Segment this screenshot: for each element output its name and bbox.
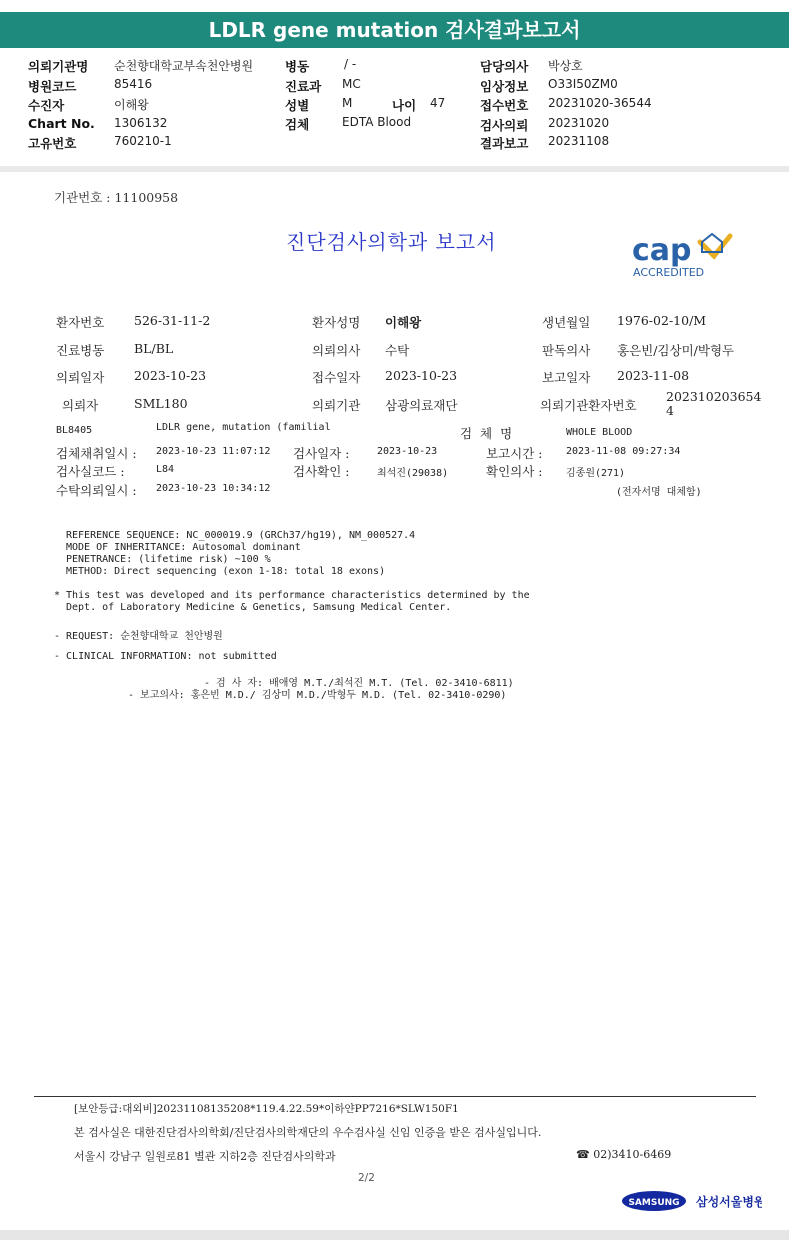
value-req-time: 2023-10-23 10:34:12 (156, 483, 271, 494)
value-collect: 2023-10-23 11:07:12 (156, 446, 271, 457)
svg-text:SAMSUNG: SAMSUNG (628, 1198, 680, 1208)
body-line-inheritance: MODE OF INHERITANCE: Autosomal dominant (66, 542, 301, 553)
label-req-inst-patient: 의뢰기관환자번호 (540, 398, 637, 413)
label-ward: 병동 (285, 59, 310, 74)
body-line-reference: REFERENCE SEQUENCE: NC_000019.9 (GRCh37/hg19), NM_000527.4 (66, 530, 416, 541)
svg-text:ACCREDITED: ACCREDITED (633, 266, 705, 279)
label-req-doctor: 의뢰의사 (312, 343, 361, 358)
label-reading-doctor: 판독의사 (542, 343, 591, 358)
value-patient-name: 이해왕 (385, 315, 422, 330)
value-birth: 1976-02-10/M (617, 313, 707, 328)
value-req-date: 2023-10-23 (134, 368, 207, 383)
note-line-2: Dept. of Laboratory Medicine & Genetics, Samsung Medical Center. (66, 602, 452, 613)
value-clinical-info: O33I50ZM0 (548, 77, 618, 91)
value-chart-no: 1306132 (114, 116, 168, 130)
value-institution: 순천향대학교부속천안병원 (114, 59, 254, 73)
report-title: 진단검사의학과 보고서 (286, 230, 497, 254)
value-report-date: 2023-11-08 (617, 368, 690, 383)
label-receipt-no: 접수번호 (480, 98, 529, 113)
label-clinical-info: 임상정보 (480, 79, 529, 94)
value-request-date: 20231020 (548, 116, 610, 130)
test-name: LDLR gene, mutation (familial (156, 422, 331, 433)
value-patient: 이해왕 (114, 98, 149, 112)
value-specimen-name: WHOLE BLOOD (566, 427, 633, 438)
value-req-doctor: 수탁 (385, 343, 410, 358)
institution-number: 기관번호 : 11100958 (54, 190, 179, 205)
value-report-time: 2023-11-08 09:27:34 (566, 446, 681, 457)
samsung-hospital-logo (622, 1188, 762, 1214)
value-specimen: EDTA Blood (342, 115, 412, 129)
label-patient-name: 환자성명 (312, 315, 361, 330)
label-specimen-name: 검 체 명 (460, 426, 515, 441)
value-receipt-no: 20231020-36544 (548, 96, 652, 110)
label-req-date: 의뢰일자 (56, 370, 105, 385)
note-line-1: * This test was developed and its performance characteristics determined by the (54, 590, 530, 601)
label-hospital-code: 병원코드 (28, 79, 77, 94)
cap-accredited-logo (630, 232, 734, 280)
label-patient: 수진자 (28, 98, 65, 113)
certification-line: 본 검사실은 대한진단검사의학회/진단검사의학재단의 우수검사실 신임 인증을 받은 검사실입니다. (74, 1126, 542, 1139)
value-ward-bl: BL/BL (134, 341, 174, 356)
value-doctor: 박상호 (548, 59, 583, 73)
value-hospital-code: 85416 (114, 77, 153, 91)
electronic-signature-note: (전자서명 대체함) (616, 487, 702, 498)
value-req-inst: 삼광의료재단 (385, 398, 458, 413)
test-code: BL8405 (56, 425, 93, 436)
label-test-date: 검사일자 : (293, 446, 350, 461)
clinical-info-line: - CLINICAL INFORMATION: not submitted (54, 651, 277, 662)
value-age: 47 (430, 96, 446, 110)
value-receipt-date: 2023-10-23 (385, 368, 458, 383)
value-confirmer: 김종원(271) (566, 468, 626, 479)
label-doctor: 담당의사 (480, 59, 529, 74)
label-request-date: 검사의뢰 (480, 118, 529, 133)
label-birth: 생년월일 (542, 315, 591, 330)
label-chart-no: Chart No. (28, 116, 95, 131)
body-line-penetrance: PENETRANCE: (lifetime risk) ~100 % (66, 554, 271, 565)
reporter-line: - 보고의사: 홍은빈 M.D./ 김상미 M.D./박형두 M.D. (Tel. 02-3410-0290) (128, 690, 507, 701)
page-number: 2/2 (358, 1172, 375, 1184)
label-requester: 의뢰자 (62, 398, 99, 413)
svg-text:삼성서울병원: 삼성서울병원 (696, 1195, 762, 1209)
label-patient-no: 환자번호 (56, 315, 105, 330)
value-requester: SML180 (134, 396, 188, 411)
label-tester: 검사확인 : (293, 464, 350, 479)
value-lab-code: L84 (156, 464, 175, 475)
bottom-bar (0, 1230, 789, 1240)
value-tester: 최석진(29038) (377, 468, 449, 479)
phone-line: ☎ 02)3410-6469 (576, 1148, 672, 1161)
value-req-inst-patient-2: 4 (666, 403, 674, 418)
label-receipt-date: 접수일자 (312, 370, 361, 385)
label-collect: 검체채취일시 : (56, 446, 137, 461)
value-reading-doctor: 홍은빈/김상미/박형두 (617, 343, 735, 358)
security-line: [보안등급:대외비]20231108135208*119.4.22.59*이하얀PP7216*SLW150F1 (74, 1103, 459, 1115)
address-line: 서울시 강남구 일원로81 별관 지하2층 진단검사의학과 (74, 1150, 336, 1163)
request-line: - REQUEST: 순천향대학교 천안병원 (54, 631, 223, 642)
tester-line: - 검 사 자: 배애영 M.T./최석진 M.T. (Tel. 02-3410-6811) (204, 678, 514, 689)
label-report-time: 보고시간 : (486, 446, 543, 461)
value-test-date: 2023-10-23 (377, 446, 438, 457)
label-result-date: 결과보고 (480, 136, 529, 151)
value-unique-no: 760210-1 (114, 134, 172, 148)
label-confirmer: 확인의사 : (486, 464, 543, 479)
label-sex: 성별 (285, 98, 310, 113)
label-department: 진료과 (285, 79, 322, 94)
value-department: MC (342, 77, 361, 91)
svg-text:cap: cap (632, 233, 692, 268)
label-specimen: 검체 (285, 117, 310, 132)
label-institution: 의뢰기관명 (28, 59, 89, 74)
value-result-date: 20231108 (548, 134, 610, 148)
body-line-method: METHOD: Direct sequencing (exon 1-18: total 18 exons) (66, 566, 386, 577)
value-ward: / - (344, 57, 357, 71)
label-age: 나이 (392, 98, 417, 113)
value-patient-no: 526-31-11-2 (134, 313, 211, 328)
footer-divider (34, 1096, 756, 1097)
report-banner-title: LDLR gene mutation 검사결과보고서 (0, 12, 789, 48)
value-sex: M (342, 96, 353, 110)
label-lab-code: 검사실코드 : (56, 464, 125, 479)
header-separator (0, 166, 789, 172)
label-req-inst: 의뢰기관 (312, 398, 361, 413)
label-report-date: 보고일자 (542, 370, 591, 385)
label-req-time: 수탁의뢰일시 : (56, 483, 137, 498)
value-req-inst-patient-1: 202310203654 (666, 389, 762, 404)
label-unique-no: 고유번호 (28, 136, 77, 151)
label-ward-bl: 진료병동 (56, 343, 105, 358)
